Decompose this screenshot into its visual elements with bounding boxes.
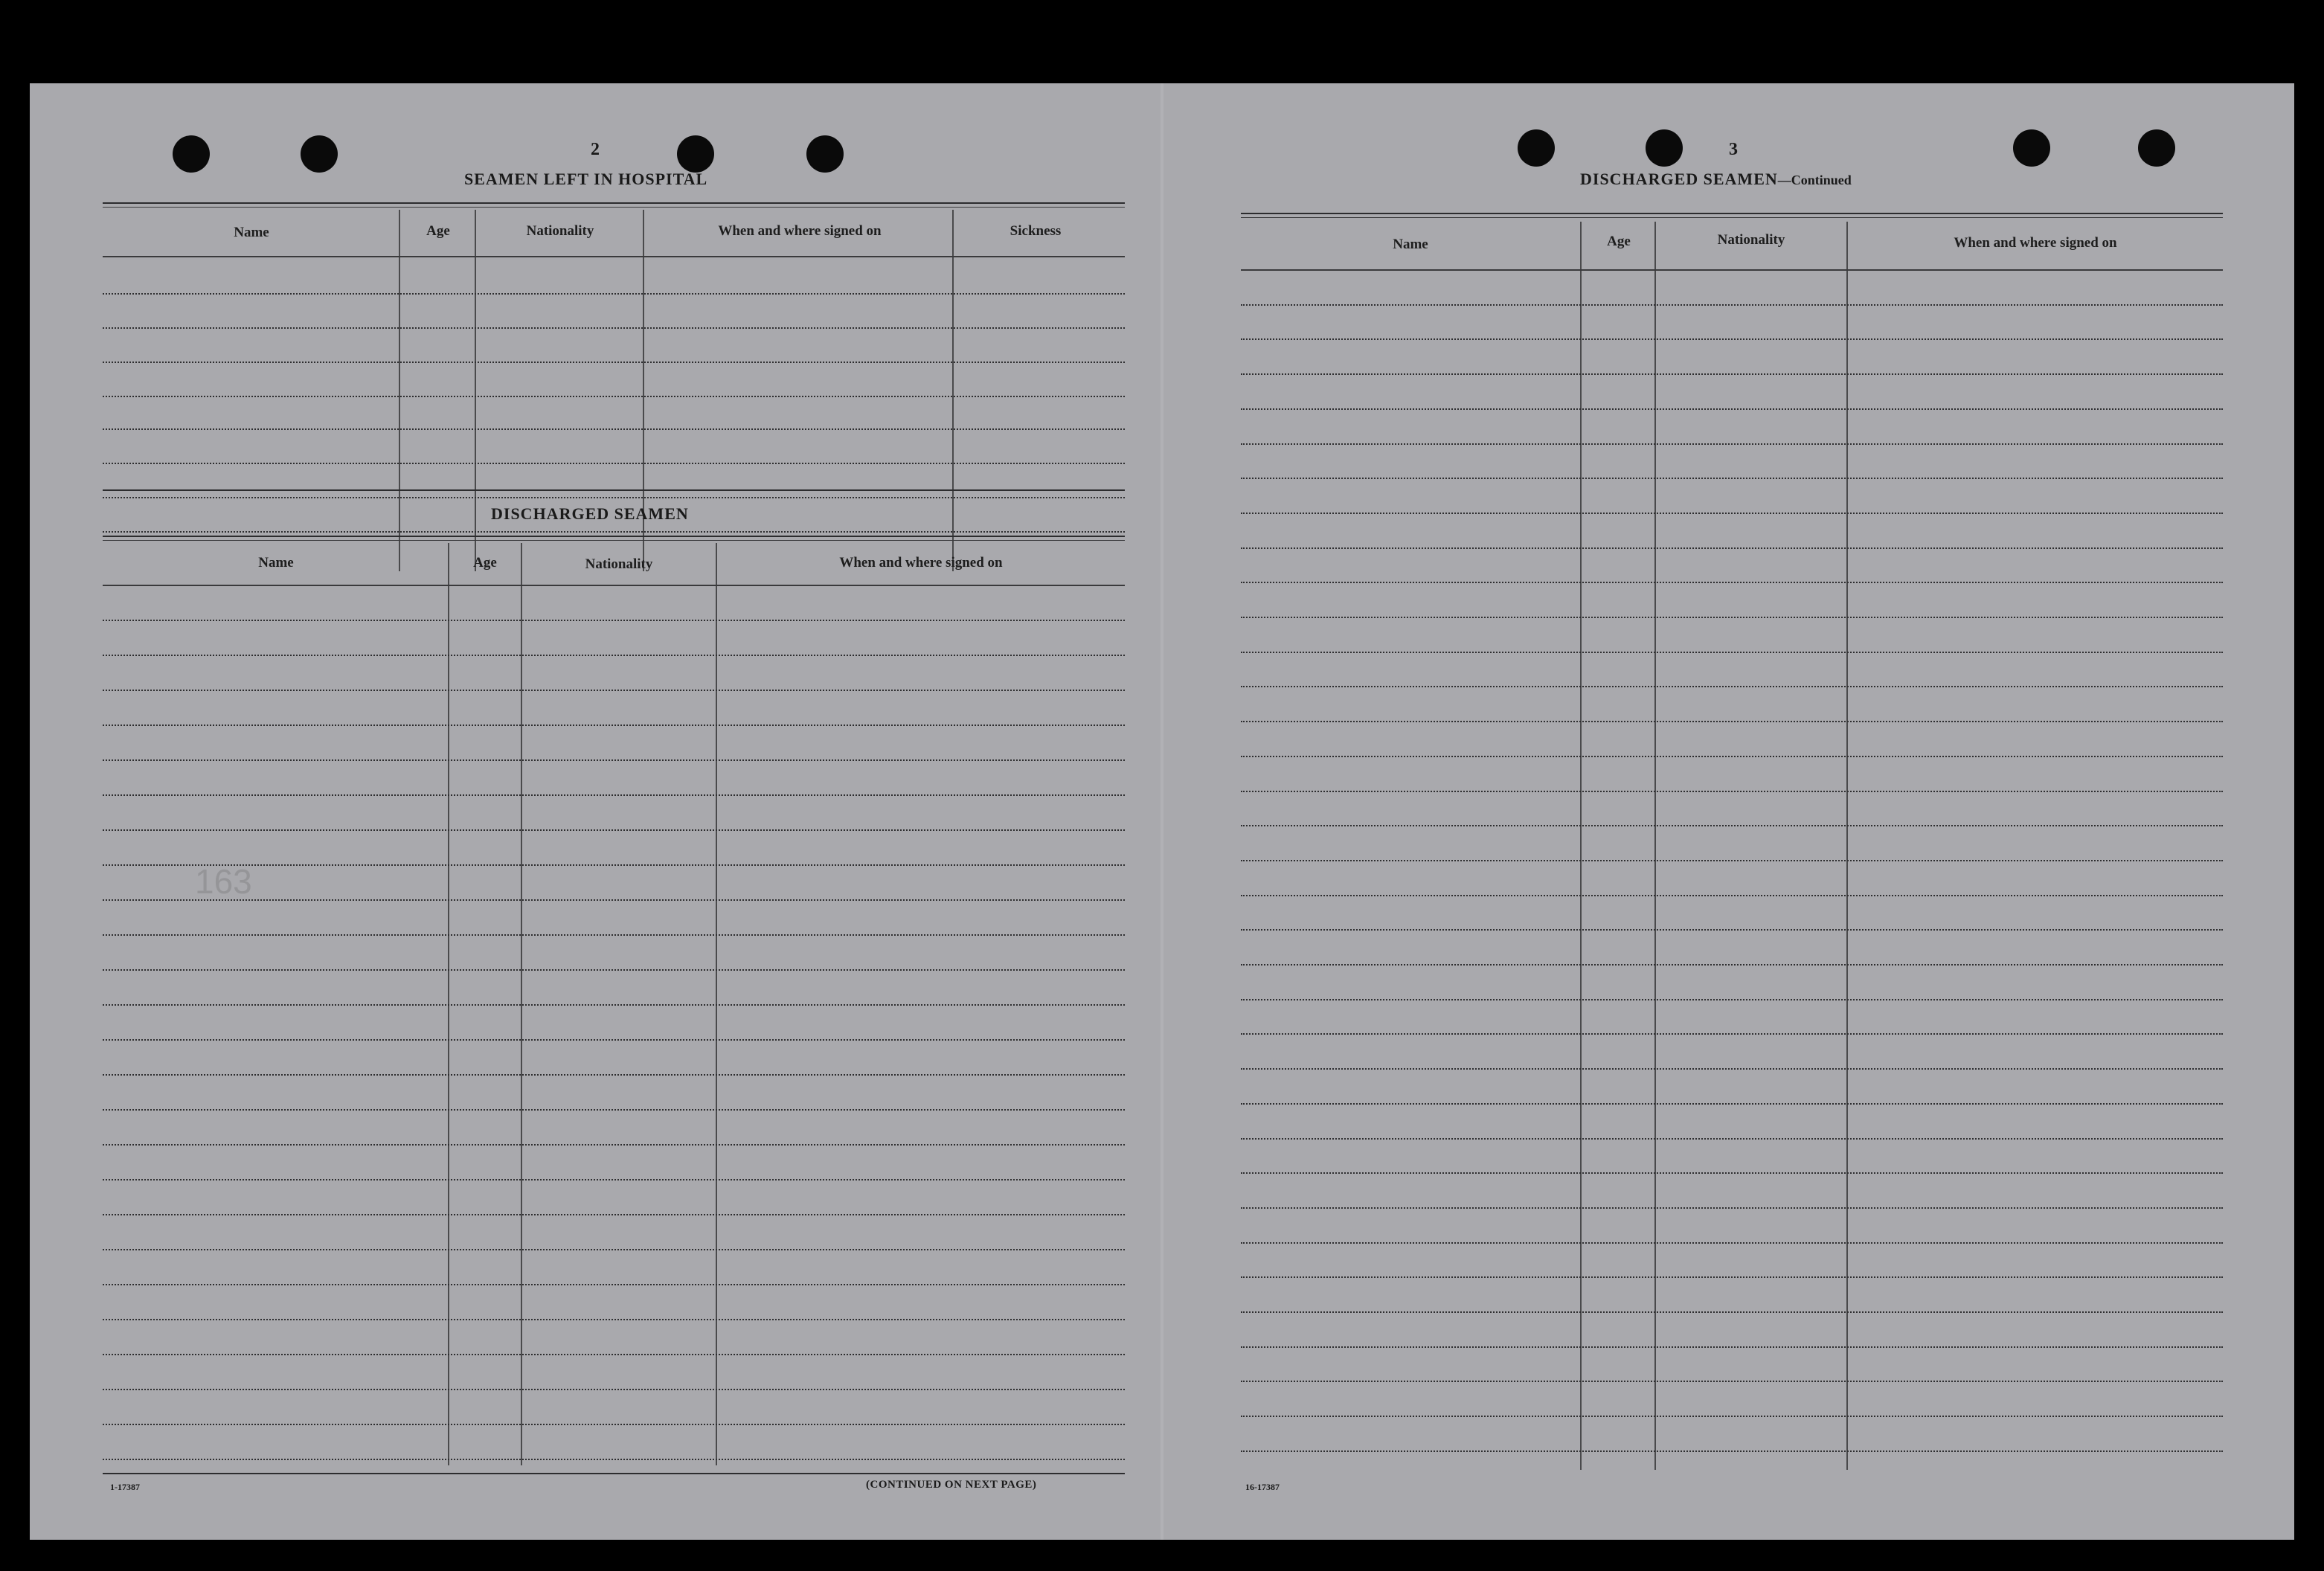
row-rule	[103, 1249, 1125, 1250]
row-rule	[1241, 686, 2223, 687]
col-header-name: Name	[1393, 237, 1428, 252]
page-number: 2	[591, 140, 600, 159]
row-rule	[1241, 1033, 2223, 1035]
right-page	[1163, 83, 2294, 1540]
row-rule	[103, 1459, 1125, 1460]
row-rule	[1241, 895, 2223, 896]
continued-note: (CONTINUED ON NEXT PAGE)	[866, 1479, 1037, 1491]
row-rule	[103, 759, 1125, 761]
row-rule	[1241, 964, 2223, 966]
row-rule	[103, 531, 1125, 533]
row-rule	[1241, 338, 2223, 340]
col-header-sickness: Sickness	[1009, 223, 1062, 239]
row-rule	[103, 864, 1125, 866]
row-rule	[103, 690, 1125, 691]
row-rule	[1241, 721, 2223, 722]
col-header-when-where: When and where signed on	[839, 555, 1003, 571]
row-rule	[1241, 825, 2223, 826]
row-rule	[1241, 999, 2223, 1000]
row-rule	[103, 1004, 1125, 1006]
form-number: 1-17387	[110, 1482, 140, 1492]
table-top-rule	[103, 536, 1125, 537]
left-page	[30, 83, 1161, 1540]
title-suffix: —Continued	[1777, 173, 1852, 187]
row-rule	[103, 1074, 1125, 1076]
row-rule	[1241, 1138, 2223, 1140]
row-rule	[1241, 756, 2223, 757]
row-rule	[1241, 1346, 2223, 1348]
row-rule	[103, 899, 1125, 901]
table-bottom-rule	[103, 1473, 1125, 1474]
row-rule	[1241, 1242, 2223, 1244]
row-rule	[1241, 269, 2223, 271]
row-rule	[103, 428, 1125, 430]
row-rule	[103, 1284, 1125, 1285]
row-rule	[103, 1144, 1125, 1146]
table-top-rule	[103, 207, 1125, 208]
row-rule	[103, 1214, 1125, 1215]
row-rule	[1241, 304, 2223, 306]
table-top-rule	[103, 202, 1125, 204]
col-header-name: Name	[234, 225, 269, 240]
row-rule	[103, 1109, 1125, 1111]
row-rule	[103, 829, 1125, 831]
col-header-when-where: When and where signed on	[1954, 235, 2117, 251]
row-rule	[103, 497, 1125, 498]
row-rule	[1241, 1381, 2223, 1382]
row-rule	[1241, 1172, 2223, 1174]
row-rule	[1241, 443, 2223, 445]
col-header-when-where: When and where signed on	[718, 223, 882, 239]
row-rule	[103, 620, 1125, 621]
row-rule	[1241, 1416, 2223, 1417]
discharged-continued-title	[1580, 170, 1852, 189]
row-rule	[103, 327, 1125, 329]
table-top-rule	[1241, 213, 2223, 214]
row-rule	[103, 1179, 1125, 1180]
row-rule	[103, 1354, 1125, 1355]
col-header-nationality: Nationality	[526, 223, 594, 239]
section-divider	[103, 489, 1125, 491]
row-rule	[1241, 860, 2223, 861]
col-header-nationality: Nationality	[585, 556, 653, 572]
col-header-age: Age	[426, 223, 450, 239]
row-rule	[1241, 478, 2223, 479]
col-header-name: Name	[258, 555, 294, 571]
row-rule	[103, 794, 1125, 796]
row-rule	[103, 585, 1125, 586]
page-number: 3	[1729, 140, 1738, 159]
table-top-rule	[103, 540, 1125, 541]
col-header-nationality: Nationality	[1717, 232, 1785, 248]
row-rule	[1241, 373, 2223, 375]
row-rule	[1241, 513, 2223, 514]
faint-stamp-mark: 163	[195, 862, 252, 901]
row-rule	[1241, 582, 2223, 583]
row-rule	[103, 396, 1125, 397]
row-rule	[1241, 1103, 2223, 1105]
continued-row-rules	[1241, 269, 2223, 1474]
discharged-section-title: DISCHARGED SEAMEN	[491, 504, 689, 523]
row-rule	[1241, 929, 2223, 931]
row-rule	[1241, 1068, 2223, 1070]
row-rule	[103, 725, 1125, 726]
row-rule	[103, 1424, 1125, 1425]
row-rule	[103, 256, 1125, 257]
row-rule	[103, 362, 1125, 363]
title-main: DISCHARGED SEAMEN	[1580, 170, 1778, 188]
row-rule	[103, 934, 1125, 936]
row-rule	[103, 1039, 1125, 1041]
row-rule	[1241, 1207, 2223, 1209]
discharged-row-rules	[103, 585, 1125, 1462]
hospital-section-title: SEAMEN LEFT IN HOSPITAL	[464, 170, 708, 188]
row-rule	[1241, 1276, 2223, 1278]
row-rule	[103, 969, 1125, 971]
row-rule	[1241, 408, 2223, 410]
form-number: 16-17387	[1245, 1482, 1280, 1492]
row-rule	[103, 1389, 1125, 1390]
row-rule	[103, 293, 1125, 295]
row-rule	[1241, 547, 2223, 549]
row-rule	[1241, 652, 2223, 653]
table-top-rule	[1241, 217, 2223, 218]
col-header-age: Age	[473, 555, 497, 571]
row-rule	[1241, 1450, 2223, 1452]
row-rule	[103, 655, 1125, 656]
row-rule	[1241, 1311, 2223, 1313]
row-rule	[1241, 791, 2223, 792]
row-rule	[1241, 617, 2223, 618]
col-header-age: Age	[1607, 234, 1631, 249]
row-rule	[103, 463, 1125, 464]
row-rule	[103, 1319, 1125, 1320]
